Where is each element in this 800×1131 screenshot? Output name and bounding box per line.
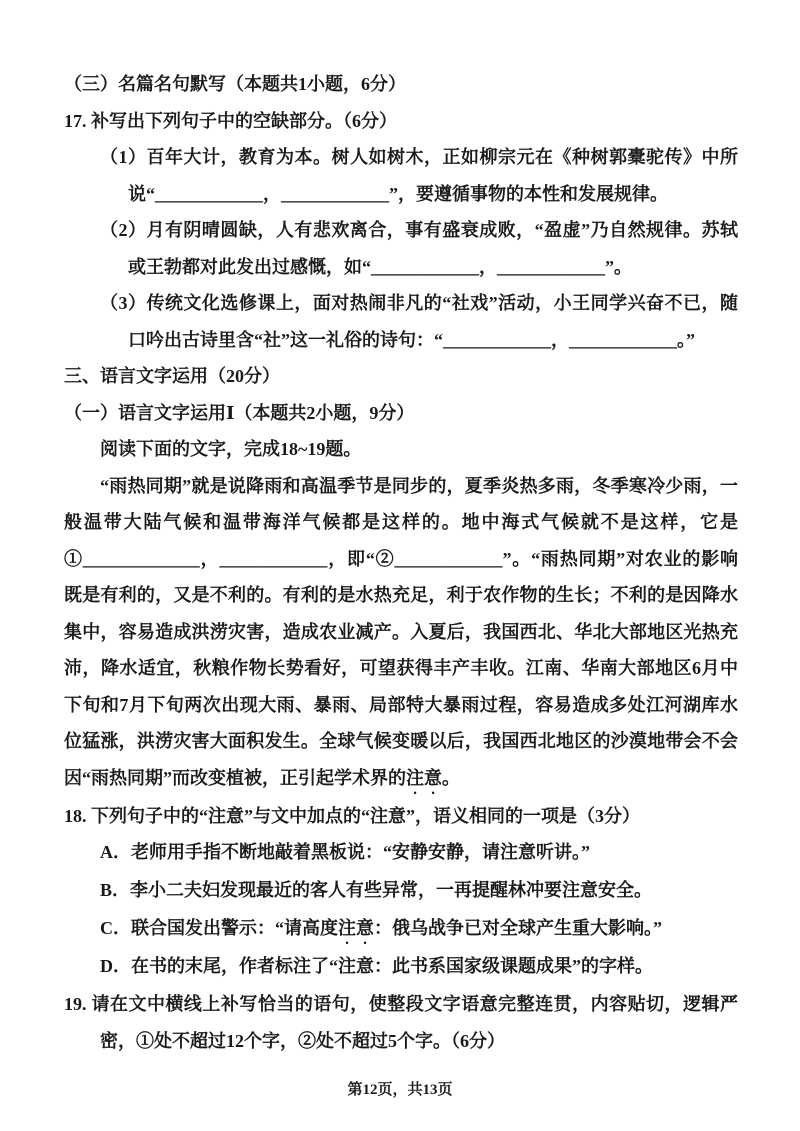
section-heading-dictation: （三）名篇名句默写（本题共1小题，6分） <box>64 74 406 94</box>
option-b-text: B．李小二夫妇发现最近的客人有些异常，一再提醒林冲要注意安全。 <box>100 880 653 900</box>
page-content <box>64 66 738 1059</box>
reading-passage <box>64 468 738 798</box>
reading-instruction: 阅读下面的文字，完成18~19题。 <box>100 439 362 459</box>
passage-emphasized-word: 注意 <box>406 767 442 788</box>
question-18-option-d <box>64 948 738 986</box>
question-17-item-1: （1）百年大计，教育为本。树人如树木，正如柳宗元在《种树郭橐驼传》中所说“____________，____________”，要遵循事物的本性和发展规律。 <box>100 147 738 204</box>
option-c-text-end: ：俄乌战争已对全球产生重大影响。” <box>374 918 662 938</box>
passage-text: “雨热同期”就是说降雨和高温季节是同步的，夏季炎热多雨，冬季寒冷少雨，一般温带大陆气候和温带海洋气候都是这样的。地中海式气候就不是这样，它是①_____________，____________，即“②____________”。“雨热同期”对农业的影响既是有利的，又是不利的。有利的是水热充足，利于农作物的生长；不利的是因降水集中，容易造成洪涝灾害，造成农业减产。入夏后，我国西北、华北大部地区光热充沛，降水适宜，秋粮作物长势看好，可望获得丰产丰收。江南、华南大部地区6月中下旬和7月下旬两次出现大雨、暴雨、局部特大暴雨过程，容易造成多处江河湖库水位猛涨，洪涝灾害大面积发生。全球气候变暖以后，我国西北地区的沙漠地带会不会因“雨热同期”而改变植被，正引起学术界的 <box>64 475 738 788</box>
option-c-text: C．联合国发出警示：“请高度 <box>100 918 338 938</box>
question-19-stem: 19. 请在文中横线上补写恰当的语句，使整段文字语意完整连贯，内容贴切，逻辑严密，①处不超过12个字，②处不超过5个字。（6分） <box>64 994 738 1051</box>
option-d-text: D．在书的末尾，作者标注了“注意：此书系国家级课题成果”的字样。 <box>100 956 653 976</box>
page-number: 第12页，共13页 <box>347 1082 453 1098</box>
question-17-stem: 17. 补写出下列句子中的空缺部分。（6分） <box>64 110 397 131</box>
section-heading-language-use: 三、语言文字运用（20分） <box>64 366 280 386</box>
question-17-item-3: （3）传统文化选修课上，面对热闹非凡的“社戏”活动，小王同学兴奋不已，随口吟出古诗里含“社”这一礼俗的诗句：“____________，____________。” <box>100 293 738 350</box>
question-18-option-c <box>64 910 738 948</box>
option-c-emphasized-word: 注意 <box>338 918 374 938</box>
question-17-item-2: （2）月有阴晴圆缺，人有悲欢离合，事有盛衰成败，“盈虚”乃自然规律。苏轼或王勃都对此发出过感慨，如“____________，____________”。 <box>100 220 738 277</box>
question-18-stem: 18. 下列句子中的“注意”与文中加点的“注意”，语义相同的一项是（3分） <box>64 805 640 826</box>
question-18-option-b <box>64 872 738 910</box>
option-a-text: A．老师用手指不断地敲着黑板说：“安静安静，请注意听讲。” <box>100 842 590 862</box>
passage-text-end: 。 <box>442 767 460 788</box>
subsection-heading-language-use-1: （一）语言文字运用Ⅰ（本题共2小题，9分） <box>64 402 415 423</box>
question-18-option-a <box>64 834 738 872</box>
